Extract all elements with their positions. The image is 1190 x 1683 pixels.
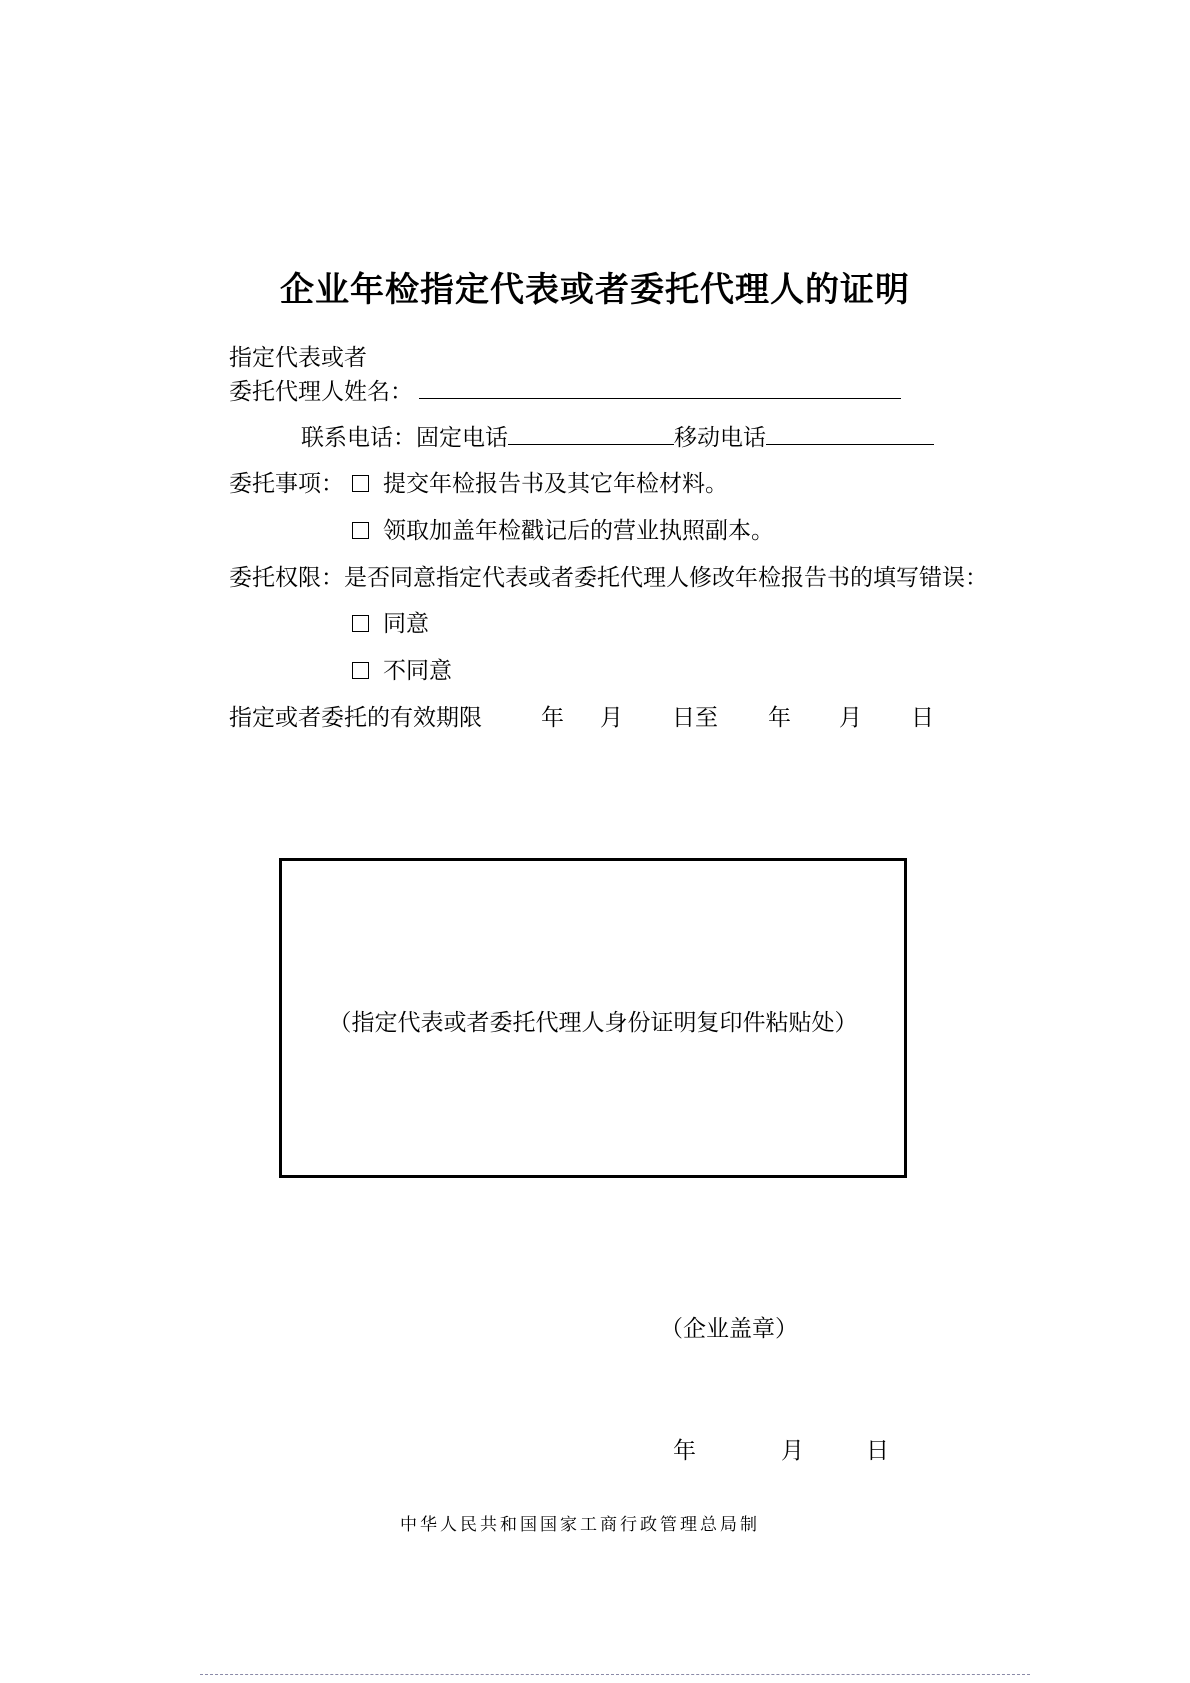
authority-label: 委托权限：: [229, 565, 344, 591]
id-copy-box-note: （指定代表或者委托代理人身份证明复印件粘贴处）: [328, 1010, 858, 1036]
matters-label: 委托事项：: [229, 471, 344, 497]
checkbox-agree[interactable]: [352, 615, 369, 632]
mobile-label: 移动电话: [674, 425, 766, 451]
matter-option-1-label: 提交年检报告书及其它年检材料。: [383, 471, 728, 497]
authority-option-agree[interactable]: [352, 609, 429, 639]
authority-option-disagree-label: 不同意: [383, 658, 452, 684]
landline-label: 固定电话: [416, 425, 508, 451]
agent-name-row: [229, 376, 901, 407]
seal-day[interactable]: 日: [866, 1438, 889, 1464]
matter-option-2[interactable]: [352, 516, 774, 546]
agent-name-field[interactable]: [419, 376, 901, 399]
company-seal-label: （企业盖章）: [660, 1316, 798, 1342]
cut-line: [200, 1674, 1030, 1675]
issuer-footer: 中华人民共和国国家工商行政管理总局制: [400, 1515, 760, 1535]
page-title: 企业年检指定代表或者委托代理人的证明: [280, 270, 910, 310]
landline-field[interactable]: [508, 422, 674, 445]
validity-to-day[interactable]: 日: [911, 705, 934, 731]
validity-from-month[interactable]: 月: [600, 705, 623, 731]
contact-label: 联系电话：: [301, 425, 416, 451]
matter-option-2-label: 领取加盖年检戳记后的营业执照副本。: [383, 518, 774, 544]
agent-label-line2: 委托代理人姓名：: [229, 379, 413, 405]
validity-to-month[interactable]: 月: [839, 705, 862, 731]
validity-label: 指定或者委托的有效期限: [229, 705, 482, 731]
authority-option-agree-label: 同意: [383, 611, 429, 637]
matter-option-1[interactable]: [352, 469, 728, 499]
validity-from-year[interactable]: 年: [541, 705, 564, 731]
authority-row: [229, 563, 988, 593]
mobile-field[interactable]: [766, 422, 934, 445]
checkbox-disagree[interactable]: [352, 662, 369, 679]
seal-year[interactable]: 年: [673, 1438, 696, 1464]
seal-month[interactable]: 月: [781, 1438, 804, 1464]
validity-to-year[interactable]: 年: [768, 705, 791, 731]
validity-from-day-to[interactable]: 日至: [672, 705, 718, 731]
agent-label-line1: 指定代表或者: [229, 345, 367, 371]
authority-option-disagree[interactable]: [352, 656, 452, 686]
checkbox-matter-1[interactable]: [352, 475, 369, 492]
contact-row: [301, 422, 934, 453]
authority-question: 是否同意指定代表或者委托代理人修改年检报告书的填写错误：: [344, 565, 988, 591]
checkbox-matter-2[interactable]: [352, 522, 369, 539]
